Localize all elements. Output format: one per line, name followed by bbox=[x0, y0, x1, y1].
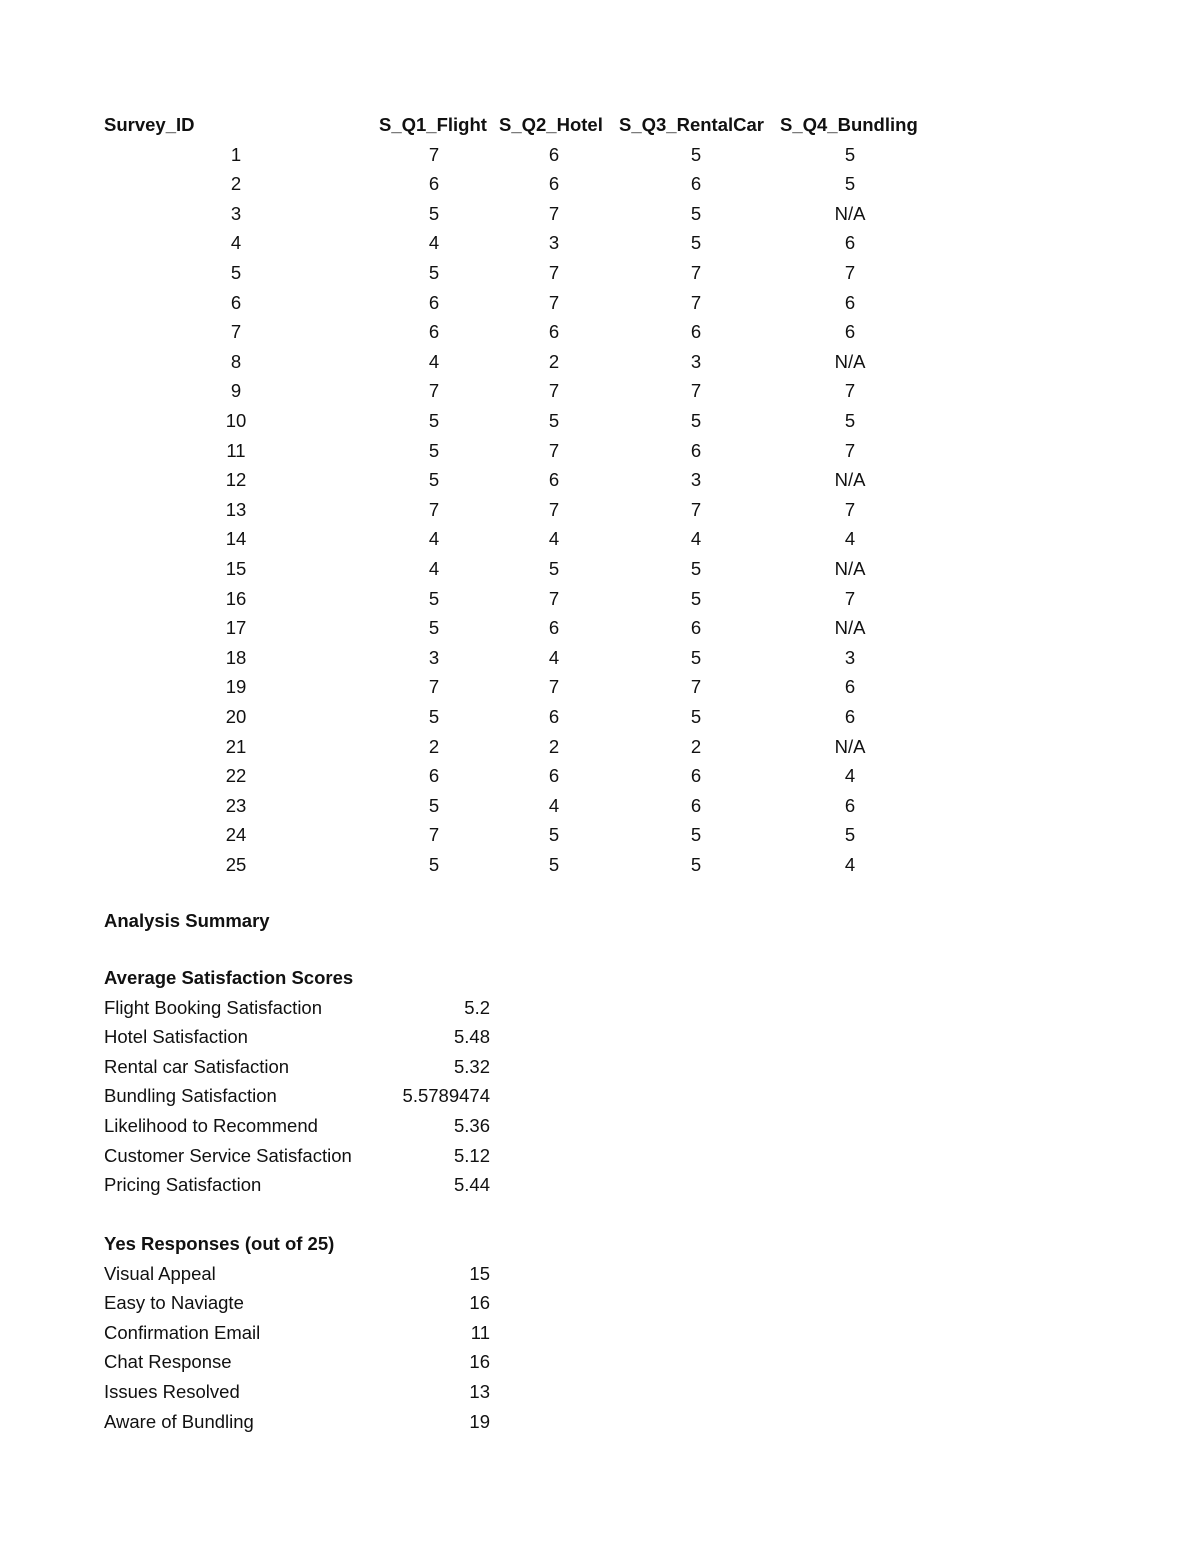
cell-q4: 5 bbox=[844, 410, 856, 431]
cell-q2: 6 bbox=[548, 617, 560, 639]
summary-label: Hotel Satisfaction bbox=[104, 1026, 248, 1048]
header-q4-bundling: S_Q4_Bundling bbox=[780, 114, 918, 135]
table-row bbox=[0, 376, 1200, 406]
summary-label: Flight Booking Satisfaction bbox=[104, 996, 323, 1018]
cell-q1: 5 bbox=[428, 706, 440, 727]
table-row bbox=[0, 347, 1200, 377]
summary-label: Issues Resolved bbox=[104, 1381, 240, 1402]
cell-q4: 6 bbox=[844, 794, 856, 816]
summary-value: 19 bbox=[469, 1410, 490, 1432]
cell-q3: 6 bbox=[690, 173, 702, 195]
cell-q4: 7 bbox=[844, 262, 856, 283]
cell-q2: 2 bbox=[548, 350, 560, 372]
cell-q2: 7 bbox=[548, 202, 560, 224]
cell-q1: 5 bbox=[428, 854, 440, 875]
table-row bbox=[0, 140, 1200, 170]
summary-row bbox=[0, 1022, 1200, 1052]
cell-q2: 5 bbox=[548, 854, 560, 875]
table-row bbox=[0, 584, 1200, 614]
cell-q2: 4 bbox=[548, 528, 560, 550]
header-survey-id: Survey_ID bbox=[104, 114, 195, 135]
cell-q1: 7 bbox=[428, 380, 440, 402]
cell-survey-id: 16 bbox=[225, 587, 247, 609]
table-row bbox=[0, 524, 1200, 554]
cell-q3: 5 bbox=[690, 410, 702, 431]
cell-q1: 5 bbox=[428, 202, 440, 224]
cell-q3: 6 bbox=[690, 794, 702, 816]
summary-value: 5.44 bbox=[453, 1174, 490, 1196]
table-row bbox=[0, 228, 1200, 258]
cell-q3: 5 bbox=[690, 646, 702, 668]
cell-survey-id: 4 bbox=[230, 232, 242, 254]
cell-q1: 4 bbox=[428, 558, 440, 579]
summary-label: Visual Appeal bbox=[104, 1262, 216, 1284]
yes-heading: Yes Responses (out of 25) bbox=[104, 1233, 335, 1254]
summary-label: Bundling Satisfaction bbox=[104, 1085, 277, 1107]
cell-q2: 4 bbox=[548, 794, 560, 816]
cell-survey-id: 1 bbox=[230, 143, 242, 165]
cell-survey-id: 25 bbox=[225, 854, 247, 875]
summary-row bbox=[0, 1081, 1200, 1111]
summary-value: 11 bbox=[470, 1321, 490, 1343]
cell-q2: 6 bbox=[548, 469, 560, 491]
table-row bbox=[0, 643, 1200, 673]
table-row bbox=[0, 169, 1200, 199]
table-row bbox=[0, 554, 1200, 584]
cell-q1: 5 bbox=[428, 587, 440, 609]
cell-survey-id: 14 bbox=[225, 528, 247, 550]
summary-row bbox=[0, 1111, 1200, 1141]
summary-title: Analysis Summary bbox=[104, 910, 270, 931]
averages-heading-row bbox=[0, 963, 1200, 993]
cell-q4: 7 bbox=[844, 439, 856, 461]
cell-q2: 6 bbox=[548, 143, 560, 165]
cell-q4: 4 bbox=[844, 528, 856, 550]
summary-value: 16 bbox=[469, 1351, 490, 1373]
cell-q3: 6 bbox=[690, 617, 702, 639]
cell-q1: 7 bbox=[428, 143, 440, 165]
cell-q1: 4 bbox=[428, 350, 440, 372]
summary-row bbox=[0, 1407, 1200, 1437]
cell-q1: 5 bbox=[428, 617, 440, 639]
cell-q1: 7 bbox=[428, 498, 440, 520]
cell-q3: 3 bbox=[690, 350, 702, 372]
cell-survey-id: 7 bbox=[230, 321, 242, 343]
cell-q2: 5 bbox=[548, 558, 560, 579]
header-q2-hotel: S_Q2_Hotel bbox=[499, 114, 603, 135]
cell-q4: N/A bbox=[834, 350, 866, 372]
summary-row bbox=[0, 1347, 1200, 1377]
summary-row bbox=[0, 1141, 1200, 1171]
table-row bbox=[0, 436, 1200, 466]
cell-q4: 5 bbox=[844, 824, 856, 846]
cell-q3: 7 bbox=[690, 380, 702, 402]
cell-q4: 7 bbox=[844, 498, 856, 520]
cell-q4: N/A bbox=[834, 202, 866, 224]
cell-q4: 6 bbox=[844, 676, 856, 698]
summary-value: 5.2 bbox=[464, 996, 490, 1018]
table-row bbox=[0, 672, 1200, 702]
cell-q4: 4 bbox=[844, 765, 856, 787]
cell-q1: 4 bbox=[428, 528, 440, 550]
cell-q4: 5 bbox=[844, 173, 856, 195]
cell-q1: 6 bbox=[428, 321, 440, 343]
cell-q4: 6 bbox=[844, 706, 856, 727]
table-row bbox=[0, 406, 1200, 436]
summary-row bbox=[0, 1377, 1200, 1407]
cell-q3: 5 bbox=[690, 558, 702, 579]
yes-heading-row bbox=[0, 1229, 1200, 1259]
cell-survey-id: 6 bbox=[230, 291, 242, 313]
cell-q2: 5 bbox=[548, 410, 560, 431]
cell-q2: 5 bbox=[548, 824, 560, 846]
summary-label: Chat Response bbox=[104, 1351, 232, 1373]
cell-q2: 4 bbox=[548, 646, 560, 668]
cell-q4: 7 bbox=[844, 380, 856, 402]
cell-q2: 7 bbox=[548, 262, 560, 283]
cell-survey-id: 12 bbox=[225, 469, 247, 491]
cell-survey-id: 3 bbox=[230, 202, 242, 224]
summary-row bbox=[0, 993, 1200, 1023]
cell-q4: N/A bbox=[834, 735, 866, 757]
cell-survey-id: 17 bbox=[225, 617, 247, 639]
cell-q3: 6 bbox=[690, 765, 702, 787]
cell-q2: 7 bbox=[548, 380, 560, 402]
table-row bbox=[0, 850, 1200, 880]
cell-q3: 7 bbox=[690, 676, 702, 698]
summary-row bbox=[0, 1318, 1200, 1348]
summary-row bbox=[0, 1170, 1200, 1200]
cell-survey-id: 8 bbox=[230, 350, 242, 372]
cell-q4: 6 bbox=[844, 232, 856, 254]
summary-label: Confirmation Email bbox=[104, 1321, 261, 1343]
cell-q3: 5 bbox=[690, 824, 702, 846]
summary-label: Customer Service Satisfaction bbox=[104, 1144, 352, 1166]
cell-q2: 7 bbox=[548, 498, 560, 520]
cell-survey-id: 15 bbox=[225, 558, 247, 579]
header-q1-flight: S_Q1_Flight bbox=[379, 114, 487, 135]
summary-label: Easy to Naviagte bbox=[104, 1292, 244, 1314]
cell-q2: 7 bbox=[548, 439, 560, 461]
cell-survey-id: 18 bbox=[225, 646, 247, 668]
cell-q4: 3 bbox=[844, 646, 856, 668]
summary-row bbox=[0, 1259, 1200, 1289]
table-row bbox=[0, 288, 1200, 318]
cell-q4: 6 bbox=[844, 321, 856, 343]
table-row bbox=[0, 761, 1200, 791]
cell-survey-id: 19 bbox=[225, 676, 247, 698]
cell-survey-id: 5 bbox=[230, 262, 242, 283]
cell-q2: 7 bbox=[548, 676, 560, 698]
cell-q3: 7 bbox=[690, 291, 702, 313]
cell-q2: 3 bbox=[548, 232, 560, 254]
summary-value: 5.12 bbox=[453, 1144, 490, 1166]
cell-survey-id: 24 bbox=[225, 824, 247, 846]
cell-survey-id: 22 bbox=[225, 765, 247, 787]
cell-q3: 5 bbox=[690, 232, 702, 254]
table-row bbox=[0, 732, 1200, 762]
cell-q2: 7 bbox=[548, 587, 560, 609]
header-q3-rentalcar: S_Q3_RentalCar bbox=[619, 114, 764, 135]
cell-q1: 4 bbox=[428, 232, 440, 254]
cell-q2: 6 bbox=[548, 321, 560, 343]
cell-q1: 2 bbox=[428, 735, 440, 757]
cell-q4: 7 bbox=[844, 587, 856, 609]
table-row bbox=[0, 199, 1200, 229]
table-row bbox=[0, 791, 1200, 821]
cell-q3: 3 bbox=[690, 469, 702, 491]
table-row bbox=[0, 258, 1200, 288]
cell-q2: 6 bbox=[548, 173, 560, 195]
cell-q2: 7 bbox=[548, 291, 560, 313]
cell-survey-id: 20 bbox=[225, 706, 247, 727]
cell-q3: 5 bbox=[690, 143, 702, 165]
cell-q3: 7 bbox=[690, 262, 702, 283]
summary-value: 5.5789474 bbox=[402, 1085, 490, 1107]
cell-survey-id: 11 bbox=[226, 439, 246, 461]
cell-q4: 6 bbox=[844, 291, 856, 313]
cell-q1: 5 bbox=[428, 262, 440, 283]
table-row bbox=[0, 820, 1200, 850]
summary-label: Rental car Satisfaction bbox=[104, 1055, 290, 1077]
cell-survey-id: 2 bbox=[230, 173, 242, 195]
summary-label: Likelihood to Recommend bbox=[104, 1115, 318, 1136]
summary-value: 13 bbox=[469, 1381, 490, 1402]
summary-title-row bbox=[0, 906, 1200, 936]
cell-q3: 5 bbox=[690, 202, 702, 224]
cell-q3: 5 bbox=[690, 587, 702, 609]
cell-q1: 6 bbox=[428, 173, 440, 195]
summary-row bbox=[0, 1288, 1200, 1318]
summary-label: Pricing Satisfaction bbox=[104, 1174, 262, 1196]
cell-q1: 5 bbox=[428, 410, 440, 431]
cell-q4: N/A bbox=[834, 617, 866, 639]
table-row bbox=[0, 465, 1200, 495]
cell-q1: 6 bbox=[428, 291, 440, 313]
cell-survey-id: 10 bbox=[225, 410, 247, 431]
cell-q1: 5 bbox=[428, 469, 440, 491]
table-row bbox=[0, 495, 1200, 525]
cell-q2: 2 bbox=[548, 735, 560, 757]
summary-value: 15 bbox=[469, 1262, 490, 1284]
table-row bbox=[0, 702, 1200, 732]
cell-q3: 5 bbox=[690, 854, 702, 875]
cell-q1: 3 bbox=[428, 646, 440, 668]
cell-q4: 4 bbox=[844, 854, 856, 875]
summary-value: 5.32 bbox=[453, 1055, 490, 1077]
cell-q2: 6 bbox=[548, 706, 560, 727]
summary-value: 5.36 bbox=[453, 1115, 490, 1136]
table-row bbox=[0, 613, 1200, 643]
summary-value: 5.48 bbox=[453, 1026, 490, 1048]
cell-q4: N/A bbox=[834, 558, 866, 579]
cell-q2: 6 bbox=[548, 765, 560, 787]
cell-survey-id: 23 bbox=[225, 794, 247, 816]
cell-q1: 7 bbox=[428, 824, 440, 846]
averages-heading: Average Satisfaction Scores bbox=[104, 967, 354, 988]
cell-q1: 7 bbox=[428, 676, 440, 698]
table-row bbox=[0, 317, 1200, 347]
cell-survey-id: 21 bbox=[225, 735, 247, 757]
summary-label: Aware of Bundling bbox=[104, 1410, 254, 1432]
cell-q3: 6 bbox=[690, 439, 702, 461]
cell-q1: 5 bbox=[428, 439, 440, 461]
summary-value: 16 bbox=[469, 1292, 490, 1314]
cell-q4: 5 bbox=[844, 143, 856, 165]
summary-row bbox=[0, 1052, 1200, 1082]
cell-q3: 4 bbox=[690, 528, 702, 550]
cell-q1: 6 bbox=[428, 765, 440, 787]
table-header-row bbox=[0, 110, 1200, 140]
cell-q3: 7 bbox=[690, 498, 702, 520]
cell-survey-id: 9 bbox=[230, 380, 242, 402]
cell-q3: 2 bbox=[690, 735, 702, 757]
cell-q4: N/A bbox=[834, 469, 866, 491]
cell-q1: 5 bbox=[428, 794, 440, 816]
cell-q3: 6 bbox=[690, 321, 702, 343]
cell-survey-id: 13 bbox=[225, 498, 247, 520]
cell-q3: 5 bbox=[690, 706, 702, 727]
